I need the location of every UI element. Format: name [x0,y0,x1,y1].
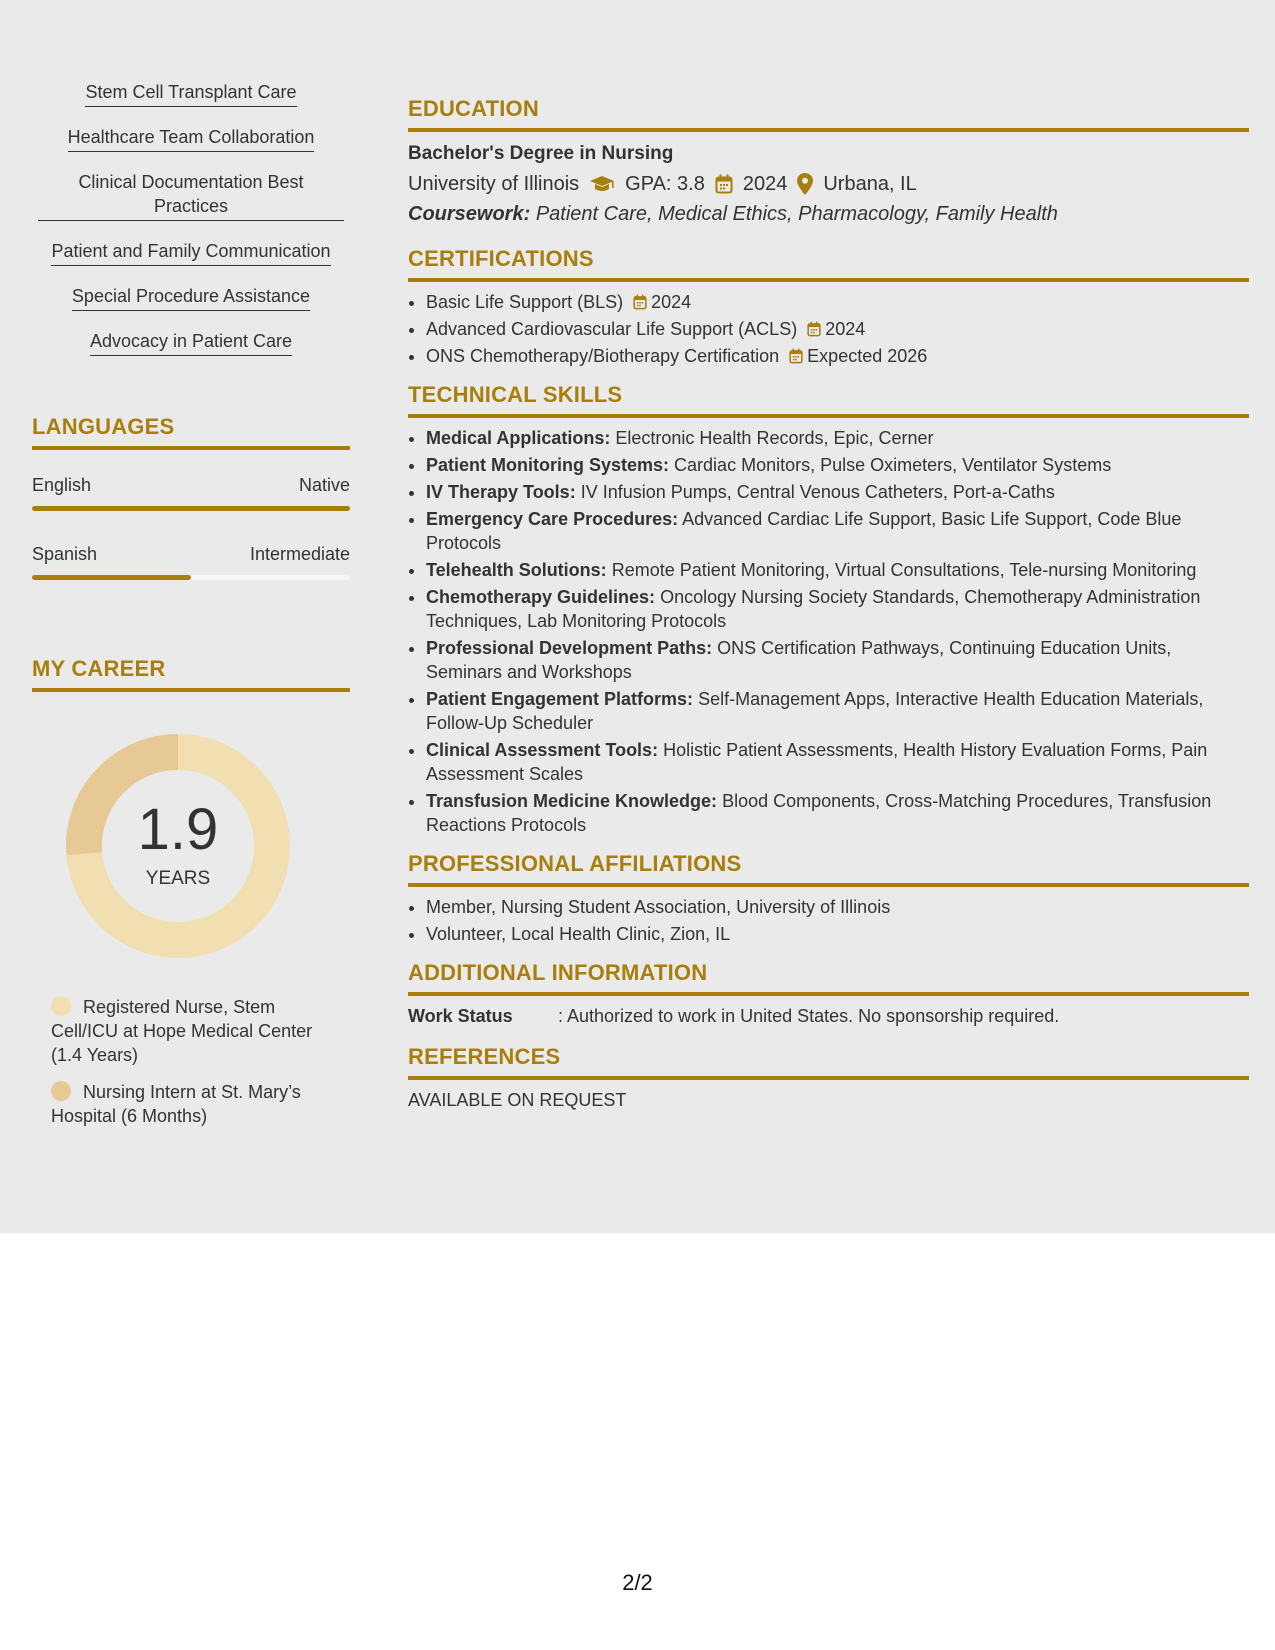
work-status-text: : Authorized to work in United States. No sponsorship required. [558,1006,1060,1026]
skill-item: Clinical Documentation Best Practices [38,170,344,221]
proficiency-bar [32,506,350,511]
career-total-years: 1.9 [137,797,219,862]
certifications-section [408,246,1249,368]
skill-item: Healthcare Team Collaboration [38,125,344,152]
career-entry-label: Nursing Intern at St. Mary’s Hospital (6 Months) [51,1082,301,1126]
technical-skill-item: • Patient Engagement Platforms: Self-Management Apps, Interactive Health Education Materials, Follow-Up Scheduler [426,687,1249,735]
calendar-icon [633,294,647,310]
skill-item: Advocacy in Patient Care [38,329,344,356]
career-years-unit: YEARS [145,868,211,889]
work-status-label: Work Status [408,1006,513,1026]
section-title: EDUCATION [408,96,1249,132]
affiliations-section [408,851,1249,946]
proficiency-bar [32,575,350,580]
certification-list [408,290,1249,368]
coursework [408,200,1249,228]
section-title: REFERENCES [408,1044,1249,1080]
career-entry [51,995,341,1067]
language-item [32,543,350,580]
education-details [408,168,1249,200]
gpa: GPA: 3.8 [625,173,705,195]
affiliations-list [408,895,1249,946]
degree-title: Bachelor's Degree in Nursing [408,143,674,164]
section-title: MY CAREER [32,656,350,692]
certification-item: • ONS Chemotherapy/Biotherapy Certification Expected 2026 [426,344,1249,368]
career-legend [51,995,341,1141]
career-entry [51,1080,341,1128]
languages-section [32,414,350,580]
career-section [32,656,350,692]
section-title: ADDITIONAL INFORMATION [408,960,1249,996]
calendar-icon [807,321,821,337]
skill-item: Stem Cell Transplant Care [38,80,344,107]
language-level: Intermediate [249,544,350,564]
location-pin-icon [797,173,813,195]
graduation-cap-icon [589,175,615,193]
page-number: 2/2 [622,1570,653,1595]
certification-item: • Basic Life Support (BLS) 2024 [426,290,1249,314]
proficiency-fill [32,506,350,511]
section-title: PROFESSIONAL AFFILIATIONS [408,851,1249,887]
education-section [408,96,1249,228]
section-title: TECHNICAL SKILLS [408,382,1249,418]
graduation-year: 2024 [742,173,788,195]
career-donut-chart [66,734,290,958]
legend-dot [51,996,71,1016]
certification-item: • Advanced Cardiovascular Life Support (ACLS) 2024 [426,317,1249,341]
school-location: Urbana, IL [823,173,917,195]
section-title: LANGUAGES [32,414,350,450]
technical-skill-item: • Patient Monitoring Systems: Cardiac Monitors, Pulse Oximeters, Ventilator Systems [426,453,1249,477]
language-name: English [32,475,92,495]
legend-dot [51,1081,71,1101]
technical-skill-item: • Transfusion Medicine Knowledge: Blood Components, Cross-Matching Procedures, Transfusion Reactions Protocols [426,789,1249,837]
school-name: University of Illinois [408,173,580,195]
language-item [32,474,350,511]
skill-list [32,80,350,374]
affiliation-item: • Member, Nursing Student Association, University of Illinois [426,895,1249,919]
affiliation-item: • Volunteer, Local Health Clinic, Zion, IL [426,922,1249,946]
calendar-icon [789,348,803,364]
technical-skill-item: • Telehealth Solutions: Remote Patient Monitoring, Virtual Consultations, Tele-nursing Monitoring [426,558,1249,582]
technical-skill-item: • Medical Applications: Electronic Health Records, Epic, Cerner [426,426,1249,450]
skill-item: Patient and Family Communication [38,239,344,266]
technical-skill-item: • Professional Development Paths: ONS Certification Pathways, Continuing Education Units, Seminars and Workshops [426,636,1249,684]
calendar-icon [715,174,733,194]
references-section [408,1044,1249,1112]
technical-skill-item: • Chemotherapy Guidelines: Oncology Nursing Society Standards, Chemotherapy Administration Techniques, Lab Monitoring Protocols [426,585,1249,633]
language-name: Spanish [32,544,98,564]
section-title: CERTIFICATIONS [408,246,1249,282]
proficiency-fill [32,575,191,580]
coursework-list: Patient Care, Medical Ethics, Pharmacology, Family Health [535,203,1058,225]
technical-skills-section [408,382,1249,837]
technical-skill-item: • IV Therapy Tools: IV Infusion Pumps, Central Venous Catheters, Port-a-Caths [426,480,1249,504]
right-column [408,96,1249,1124]
skill-item: Special Procedure Assistance [38,284,344,311]
references-text: AVAILABLE ON REQUEST [408,1090,627,1110]
language-level: Native [298,475,350,495]
work-status [408,1004,1249,1028]
career-entry-label: Registered Nurse, Stem Cell/ICU at Hope Medical Center (1.4 Years) [51,997,313,1065]
technical-skill-item: • Emergency Care Procedures: Advanced Cardiac Life Support, Basic Life Support, Code Blue Protocols [426,507,1249,555]
technical-skills-list [408,426,1249,837]
additional-info-section [408,960,1249,1028]
coursework-label: Coursework: [408,203,531,225]
technical-skill-item: • Clinical Assessment Tools: Holistic Patient Assessments, Health History Evaluation Forms, Pain Assessment Scales [426,738,1249,786]
